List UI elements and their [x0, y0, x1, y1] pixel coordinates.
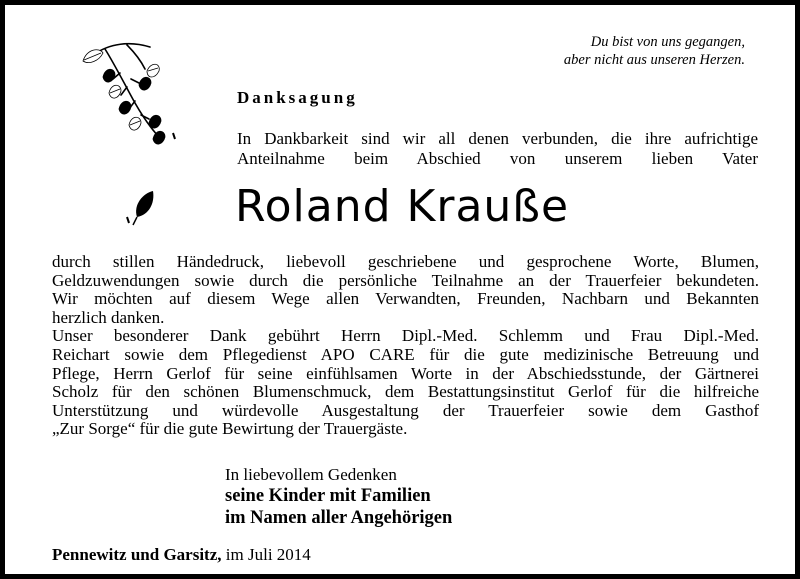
intro-text	[237, 129, 758, 169]
body-line: „Zur Sorge“ für die gute Bewirtung der Trauergäste.	[52, 419, 408, 439]
body-line: herzlich danken.	[52, 307, 165, 327]
leaf-icon	[123, 187, 159, 227]
body-line: Unser besonderer Dank gebührt Herrn Dipl.-Med. Schlemm und Frau Dipl.-Med.	[52, 326, 759, 346]
memorial-quote	[485, 33, 745, 69]
body-line: Reichart sowie dem Pflegedienst APO CARE für die gute medizinische Betreuung und	[52, 344, 759, 364]
birch-branch-icon	[75, 35, 195, 150]
body-line: Unterstützung und würdevolle Ausgestaltung der Trauerfeier sowie dem Gasthof	[52, 400, 759, 420]
body-line: Pflege, Herrn Gerlof für seine einfühlsamen Worte in der Abschiedsstunde, der Gärtnerei	[52, 363, 759, 383]
intro-line-2: Anteilnahme beim Abschied von unserem lieben Vater	[237, 149, 758, 168]
closing-line-1: In liebevollem Gedenken	[225, 465, 397, 484]
quote-line-2: aber nicht aus unseren Herzen.	[563, 52, 745, 68]
closing-line-2: seine Kinder mit Familien	[225, 486, 431, 506]
deceased-name: Roland Krauße	[235, 181, 570, 232]
place-name: Pennewitz und Garsitz,	[52, 545, 222, 564]
body-line: Scholz für den schönen Blumenschmuck, dem Bestattungsinstitut Gerlof für die hilfreiche	[52, 382, 759, 402]
body-line: Geldzuwendungen sowie durch die persönliche Teilnahme an der Trauerfeier bekundeten.	[52, 270, 759, 290]
thanks-body	[52, 253, 759, 439]
intro-line-1: In Dankbarkeit sind wir all denen verbunden, die ihre aufrichtige	[237, 129, 758, 148]
closing-line-3: im Namen aller Angehörigen	[225, 508, 453, 528]
date-text: im Juli 2014	[221, 545, 311, 564]
heading-danksagung: Danksagung	[237, 88, 358, 107]
quote-line-1: Du bist von uns gegangen,	[590, 34, 745, 50]
place-and-date	[52, 545, 311, 565]
body-line: Wir möchten auf diesem Wege allen Verwandten, Freunden, Nachbarn und Bekannten	[52, 289, 759, 309]
body-line: durch stillen Händedruck, liebevoll geschriebene und gesprochene Worte, Blumen,	[52, 252, 759, 271]
closing-signature	[225, 465, 452, 529]
